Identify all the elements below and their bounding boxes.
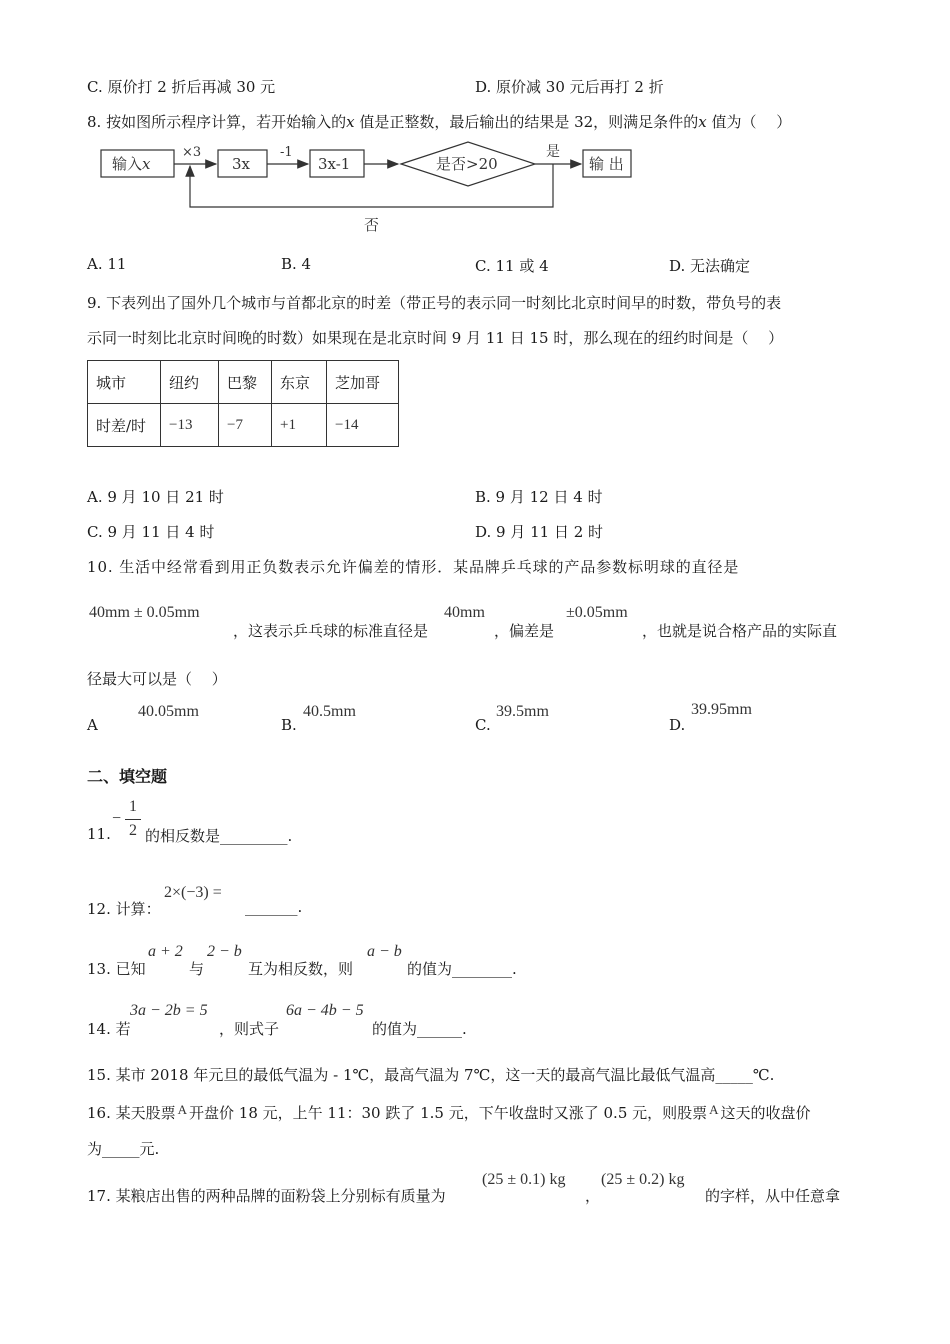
table-header-cell: 巴黎 xyxy=(219,361,272,404)
q10-text-c: ，也就是说合格产品的实际直 xyxy=(642,622,838,640)
q8-option-a: A. 11 xyxy=(87,255,127,273)
q7-option-d: D. 原价减 30 元后再打 2 折 xyxy=(475,78,664,96)
q14-math-a: 3a − 2b = 5 xyxy=(130,1002,208,1019)
q11-denominator: 2 xyxy=(129,822,137,839)
q10-text-a: ，这表示乒乓球的标准直径是 xyxy=(233,622,429,640)
q9-option-b: B. 9 月 12 日 4 时 xyxy=(475,488,603,506)
q8-flowchart xyxy=(0,138,950,238)
table-header-cell: 东京 xyxy=(272,361,327,404)
q8-stem-part-a: 8. 按如图所示程序计算，若开始输入的 xyxy=(87,113,347,131)
q17-math-b: (25 ± 0.2) kg xyxy=(601,1171,685,1188)
q16-text-c: 这天的收盘价 xyxy=(720,1104,811,1122)
q8-option-c: C. 11 或 4 xyxy=(475,257,549,275)
q11-text: 的相反数是_________. xyxy=(145,827,293,845)
q9-stem-line2: 示同一时刻比北京时间晚的时数）如果现在是北京时间 9 月 11 日 15 时，那么现在的纽约时间是（ ） xyxy=(87,329,784,347)
q11-number: 11. xyxy=(87,825,111,843)
q17-suffix: 的字样，从中任意拿 xyxy=(705,1187,841,1205)
flow-mul-label: ×3 xyxy=(182,145,202,160)
q8-var-x-2: x xyxy=(698,113,707,131)
table-row xyxy=(88,404,399,447)
q10-option-a-label: A xyxy=(87,716,98,734)
q9-timezone-table xyxy=(87,360,399,447)
q8-var-x: x xyxy=(346,113,355,131)
q13-with: 与 xyxy=(189,960,205,978)
q16-line1 xyxy=(87,1102,811,1123)
q11-minus-sign: − xyxy=(112,810,122,827)
q17-prefix: 17. 某粮店出售的两种品牌的面粉袋上分别标有质量为 xyxy=(87,1187,446,1205)
table-row-label: 时差/时 xyxy=(88,404,161,447)
q10-option-b-value: 40.5mm xyxy=(303,703,356,720)
q16-var-a: A xyxy=(177,1102,188,1117)
q16-text-b: 开盘价 18 元，上午 11：30 跌了 1.5 元，下午收盘时又涨了 0.5 元，则股票 xyxy=(189,1104,708,1122)
table-cell: +1 xyxy=(272,404,327,447)
q9-option-d: D. 9 月 11 日 2 时 xyxy=(475,523,604,541)
table-cell: −13 xyxy=(161,404,219,447)
q11-fraction-bar xyxy=(125,819,141,820)
flow-minus-label: -1 xyxy=(280,145,293,160)
q8-option-d: D. 无法确定 xyxy=(669,257,751,275)
q10-stem-line3: 径最大可以是（ ） xyxy=(87,670,227,688)
q10-option-a-value: 40.05mm xyxy=(138,703,199,720)
flow-input-label: 输入x xyxy=(112,155,151,173)
q8-option-b: B. 4 xyxy=(281,255,312,273)
q10-option-d-label: D. xyxy=(669,716,686,734)
q12-prefix: 12. 计算： xyxy=(87,900,161,918)
q13-text-mid: 互为相反数，则 xyxy=(248,960,354,978)
q10-option-c-value: 39.5mm xyxy=(496,703,549,720)
flow-no-label: 否 xyxy=(364,216,380,234)
q8-stem-part-c: 值为（ ） xyxy=(706,113,792,131)
flow-output-label: 输 出 xyxy=(589,155,624,173)
section-title: 二、填空题 xyxy=(87,767,168,786)
q14-math-b: 6a − 4b − 5 xyxy=(286,1002,364,1019)
flow-yes-label: 是 xyxy=(546,144,560,160)
q11-numerator: 1 xyxy=(129,798,137,815)
q14-prefix: 14. 若 xyxy=(87,1020,131,1038)
q10-math-full: 40mm ± 0.05mm xyxy=(89,604,200,621)
q10-stem-line1: 10. 生活中经常看到用正负数表示允许偏差的情形．某品牌乒乓球的产品参数标明球的直径是 xyxy=(87,558,740,576)
flow-3x1-label: 3x-1 xyxy=(318,155,351,173)
q12-blank: _______. xyxy=(245,898,303,916)
q16-text-a: 16. 某天股票 xyxy=(87,1104,176,1122)
q16-var-b: A xyxy=(709,1102,719,1117)
q7-option-c: C. 原价打 2 折后再减 30 元 xyxy=(87,78,276,96)
q13-math-c: a − b xyxy=(367,943,402,960)
q13-math-b: 2 − b xyxy=(207,943,242,960)
table-header-cell: 芝加哥 xyxy=(327,361,399,404)
table-header-cell: 城市 xyxy=(88,361,161,404)
q10-option-c-label: C. xyxy=(475,716,491,734)
flow-decision-label: 是否>20 xyxy=(436,155,498,173)
q10-math-dev: ±0.05mm xyxy=(566,604,628,621)
q8-stem xyxy=(87,111,791,132)
q17-math-a: (25 ± 0.1) kg xyxy=(482,1171,566,1188)
q14-text-mid: ，则式子 xyxy=(219,1020,280,1038)
table-cell: −7 xyxy=(219,404,272,447)
table-cell: −14 xyxy=(327,404,399,447)
q14-text-end: 的值为______. xyxy=(372,1020,467,1038)
q13-text-end: 的值为________. xyxy=(407,960,517,978)
q13-math-a: a + 2 xyxy=(148,943,183,960)
flow-3x-label: 3x xyxy=(232,155,251,173)
q9-stem-line1: 9. 下表列出了国外几个城市与首都北京的时差（带正号的表示同一时刻比北京时间早的时数，带负号的表 xyxy=(87,294,782,312)
q10-text-b: ，偏差是 xyxy=(494,622,555,640)
q15-text: 15. 某市 2018 年元旦的最低气温为 - 1℃，最高气温为 7℃，这一天的最高气温比最低气温高_____℃. xyxy=(87,1066,775,1084)
q13-prefix: 13. 已知 xyxy=(87,960,146,978)
q8-stem-part-b: 值是正整数，最后输出的结果是 32，则满足条件的 xyxy=(354,113,699,131)
q9-option-c: C. 9 月 11 日 4 时 xyxy=(87,523,215,541)
q12-math: 2×(−3) = xyxy=(164,884,222,901)
q17-comma: ， xyxy=(585,1187,601,1205)
q9-option-a: A. 9 月 10 日 21 时 xyxy=(87,488,224,506)
q16-line2: 为_____元. xyxy=(87,1140,160,1158)
q10-math-std: 40mm xyxy=(444,604,485,621)
table-header-row xyxy=(88,361,399,404)
q10-option-d-value: 39.95mm xyxy=(691,701,752,718)
table-header-cell: 纽约 xyxy=(161,361,219,404)
q10-option-b-label: B. xyxy=(281,716,297,734)
